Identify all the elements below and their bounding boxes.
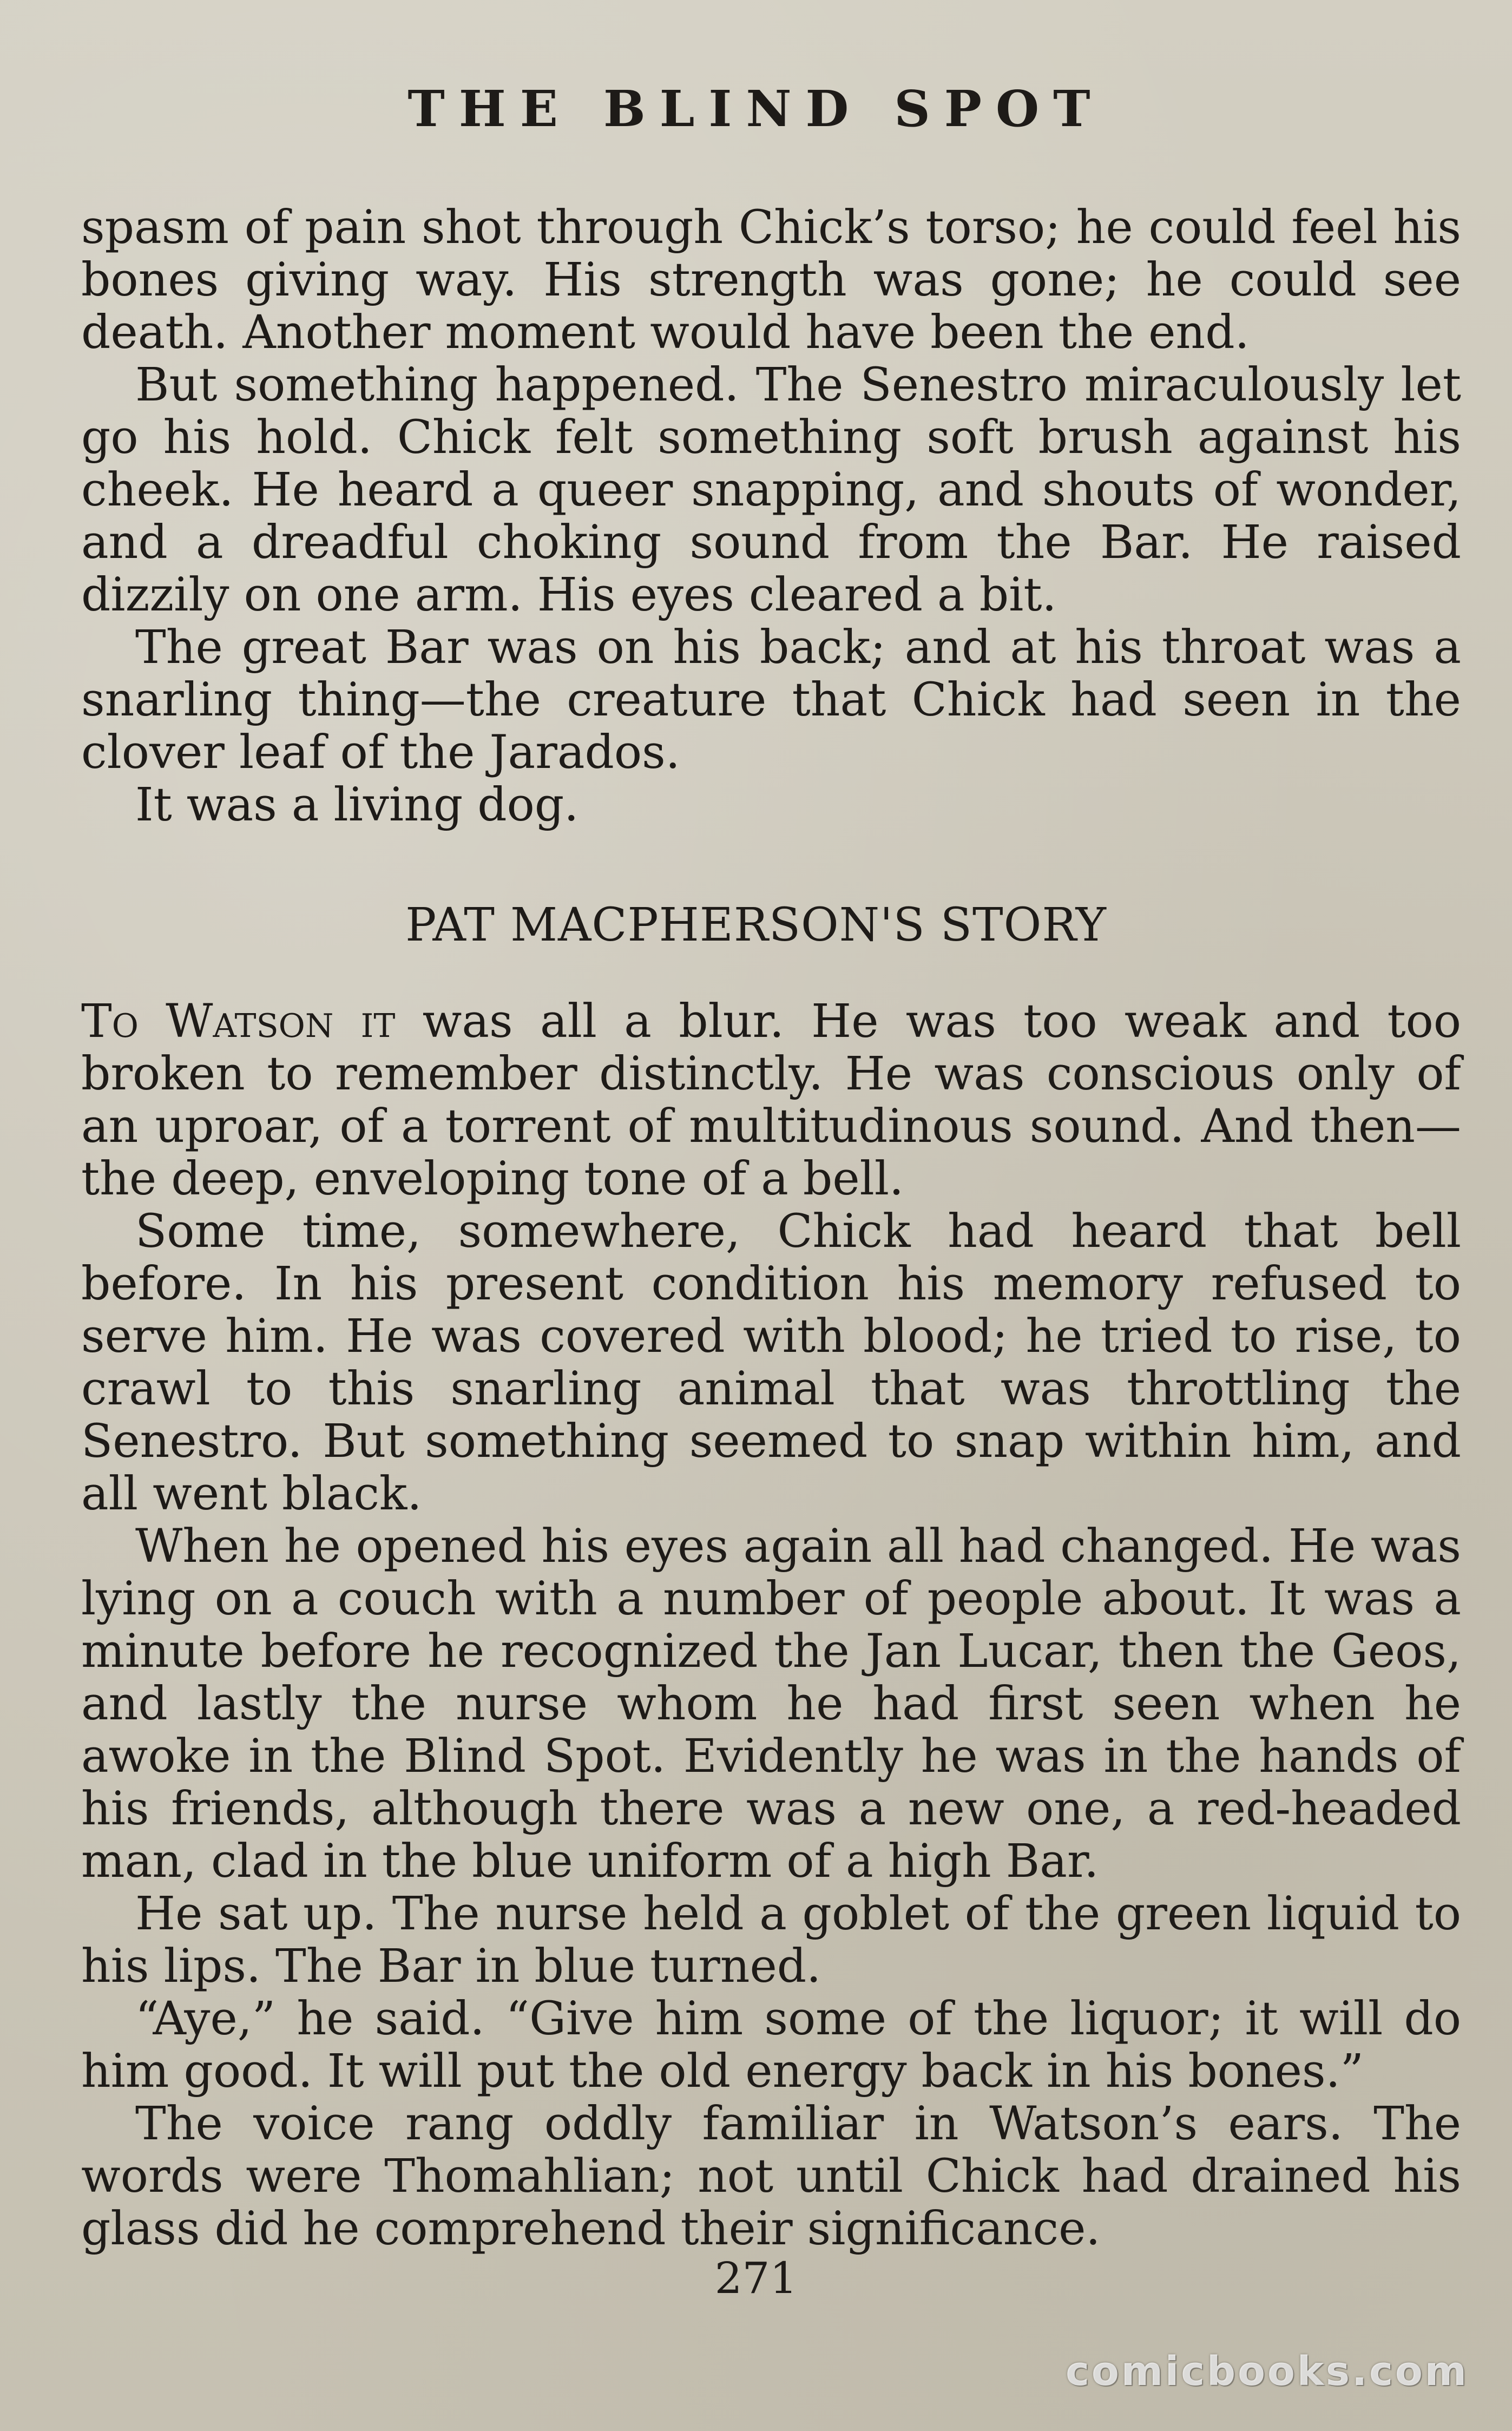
running-head: THE BLIND SPOT <box>407 80 1105 138</box>
paragraph: Some time, somewhere, Chick had heard that bell before. In his present condition his memory refused to serve him. He was covered with blood; he tried to rise, to crawl to this snarling animal that was throttling the Senestro. But something seemed to snap within him, and all went black. <box>81 1205 1461 1521</box>
paragraph: He sat up. The nurse held a goblet of the green liquid to his lips. The Bar in blue turned. <box>81 1887 1461 1993</box>
text-before-section <box>81 201 1461 831</box>
section-lead-small-caps: To Watson it <box>81 995 396 1048</box>
paragraph: But something happened. The Senestro miraculously let go his hold. Chick felt something soft brush against his cheek. He heard a queer snapping, and shouts of wonder, and a dreadful choking sound from the Bar. He raised dizzily on one arm. His eyes cleared a bit. <box>81 358 1461 622</box>
paragraph: It was a living dog. <box>135 778 579 832</box>
section-opening-paragraph <box>81 995 1461 1205</box>
paragraph: “Aye,” he said. “Give him some of the liquor; it will do him good. It will put the old energy back in his bones.” <box>81 1992 1461 2098</box>
paragraph: The voice rang oddly familiar in Watson’s ears. The words were Thomahlian; not until Chick had drained his glass did he comprehend their significance. <box>81 2097 1461 2256</box>
paragraph: When he opened his eyes again all had changed. He was lying on a couch with a number of people about. It was a minute before he recognized the Jan Lucar, then the Geos, and lastly the nurse whom he had first seen when he awoke in the Blind Spot. Evidently he was in the hands of his friends, although there was a new one, a red-headed man, clad in the blue uniform of a high Bar. <box>81 1520 1461 1888</box>
section-heading: PAT MACPHERSON'S STORY <box>405 898 1107 952</box>
text-after-section <box>81 995 1461 2255</box>
section-opening-text: was all a blur. He was too weak and too broken to remember distinctly. He was conscious only of an uproar, of a torrent of multitudinous sound. And then—the deep, enveloping tone of a bell. <box>81 995 1461 1206</box>
page-number: 271 <box>714 2253 798 2303</box>
watermark: comicbooks.com <box>1066 2348 1469 2395</box>
paragraph-continued: spasm of pain shot through Chick’s torso; he could feel his bones giving way. His strength was gone; he could see death. Another moment would have been the end. <box>81 201 1461 359</box>
paragraph: The great Bar was on his back; and at his throat was a snarling thing—the creature that Chick had seen in the clover leaf of the Jarados. <box>81 621 1461 779</box>
